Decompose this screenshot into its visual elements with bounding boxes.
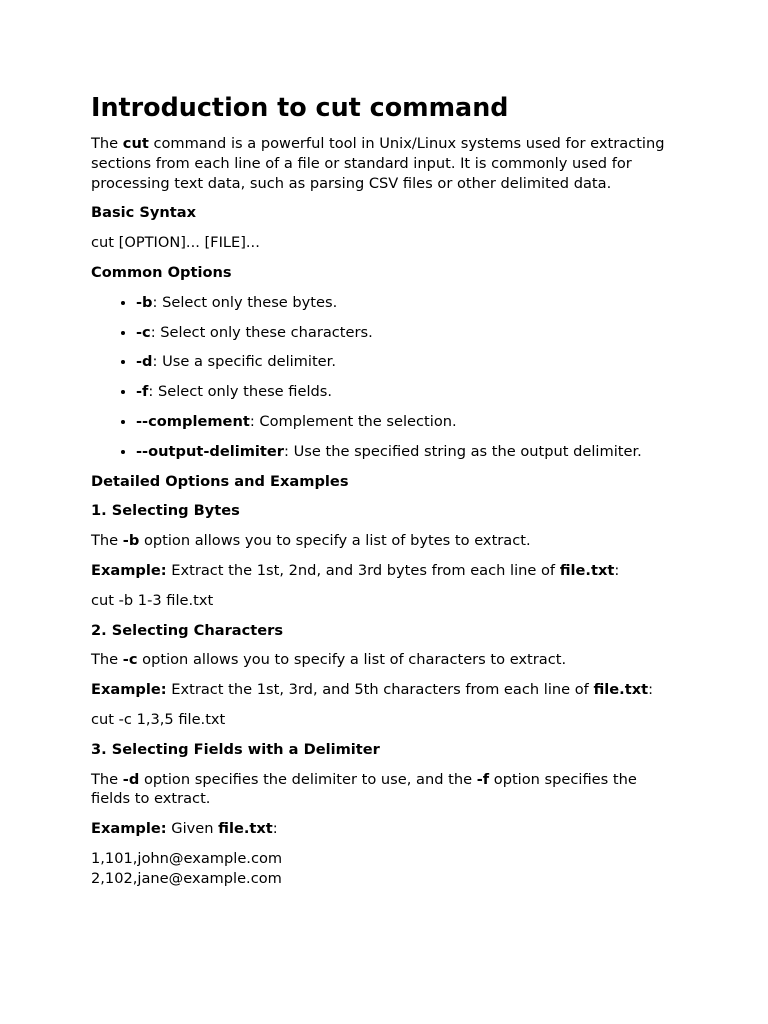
text: option allows you to specify a list of bytes to extract. — [139, 532, 531, 550]
selecting-fields-heading: 3. Selecting Fields with a Delimiter — [91, 740, 380, 758]
option-description: : Select only these bytes. — [152, 293, 338, 311]
selecting-bytes-code: cut -b 1-3 file.txt — [91, 591, 214, 609]
intro-command: cut — [122, 135, 149, 152]
list-item — [136, 382, 678, 402]
intro-text-start: The — [91, 135, 123, 152]
selecting-characters-heading: 2. Selecting Characters — [91, 621, 284, 639]
common-options-list — [91, 293, 678, 462]
option-description: : Select only these characters. — [150, 323, 373, 341]
detailed-options-heading: Detailed Options and Examples — [91, 472, 349, 490]
selecting-characters-description — [91, 650, 678, 670]
file-name: file.txt — [593, 681, 649, 699]
list-item — [136, 412, 678, 432]
text: option specifies the fields to extract. — [91, 770, 637, 808]
text: : — [272, 820, 278, 838]
common-options-heading: Common Options — [91, 263, 232, 281]
option-name: -f — [476, 770, 490, 788]
option-name: --output-delimiter — [136, 442, 285, 460]
option-name: -b — [122, 532, 140, 550]
text: Extract the 1st, 3rd, and 5th characters from each line of — [166, 681, 594, 699]
text: Given — [166, 820, 219, 838]
example-label: Example: — [91, 681, 167, 699]
list-item — [136, 293, 678, 313]
basic-syntax-code: cut [OPTION]... [FILE]... — [91, 234, 260, 252]
text: : — [648, 681, 654, 699]
list-item — [136, 442, 678, 462]
basic-syntax-heading: Basic Syntax — [91, 204, 197, 222]
option-name: -f — [136, 383, 149, 401]
option-name: -c — [122, 651, 138, 669]
list-item — [136, 352, 678, 372]
text: The — [91, 770, 123, 788]
option-name: -d — [136, 353, 153, 371]
list-item — [136, 323, 678, 343]
text: The — [91, 651, 123, 669]
option-description: : Use a specific delimiter. — [152, 353, 336, 371]
selecting-characters-example — [91, 680, 678, 700]
option-description: : Use the specified string as the output delimiter. — [284, 442, 642, 460]
example-label: Example: — [91, 820, 167, 838]
file-line: 2,102,jane@example.com — [91, 869, 282, 887]
option-name: --complement — [136, 412, 250, 430]
file-name: file.txt — [559, 561, 615, 579]
text: The — [91, 532, 123, 550]
selecting-bytes-example — [91, 561, 678, 581]
selecting-characters-code: cut -c 1,3,5 file.txt — [91, 710, 226, 728]
selecting-bytes-heading: 1. Selecting Bytes — [91, 502, 240, 520]
option-name: -c — [136, 323, 151, 341]
intro-paragraph — [91, 134, 678, 193]
file-contents — [91, 849, 678, 889]
text: option specifies the delimiter to use, and the — [139, 770, 477, 788]
selecting-fields-example — [91, 819, 678, 839]
option-description: : Complement the selection. — [249, 412, 457, 430]
text: : — [614, 561, 620, 579]
example-label: Example: — [91, 561, 167, 579]
file-line: 1,101,john@example.com — [91, 849, 283, 867]
file-name: file.txt — [218, 820, 273, 838]
option-name: -b — [136, 293, 153, 311]
text: option allows you to specify a list of characters to extract. — [137, 651, 567, 669]
text: Extract the 1st, 2nd, and 3rd bytes from each line of — [166, 561, 560, 579]
option-name: -d — [122, 770, 140, 788]
page-title: Introduction to cut command — [91, 92, 509, 122]
selecting-bytes-description — [91, 531, 678, 551]
option-description: : Select only these fields. — [148, 383, 333, 401]
selecting-fields-description — [91, 770, 678, 810]
intro-text-end: command is a powerful tool in Unix/Linux systems used for extracting sections from each line of a file or standard input. It is commonly used for processing text data, such as parsing CSV files or other delimited data. — [91, 135, 665, 192]
